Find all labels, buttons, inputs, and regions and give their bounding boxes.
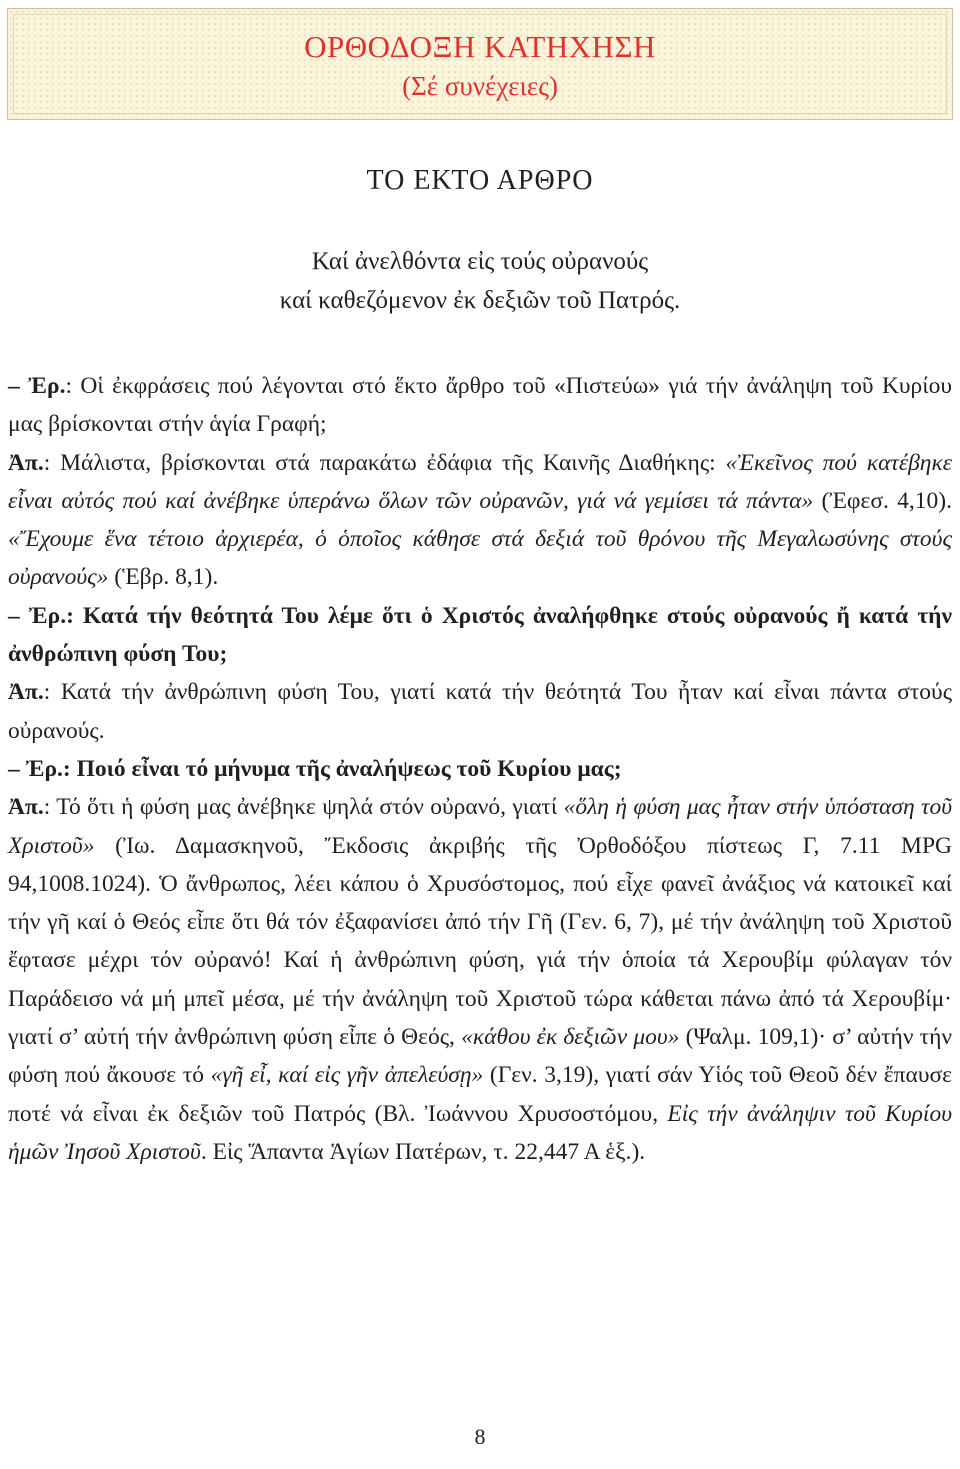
scripture-quote: «κάθου ἐκ δεξιῶν μου» bbox=[461, 1024, 680, 1051]
question-text: : Κατά τήν θεότητά Του λέμε ὅτι ὁ Χριστός ἀναλήφθηκε στούς οὐρανούς ἤ κατά τήν ἀνθρώπινη φύση Του; bbox=[8, 602, 953, 668]
article-title: ΤΟ ΕΚΤΟ ΑΡΘΡΟ bbox=[366, 165, 594, 196]
question-label: – Ἐρ. bbox=[8, 602, 67, 629]
answer-text: (Ἑβρ. 8,1). bbox=[108, 564, 219, 591]
answer-label: Ἀπ. bbox=[8, 794, 44, 821]
answer-2 bbox=[8, 673, 952, 750]
scripture-quote: «γῆ εἶ, καί εἰς γῆν ἀπελεύσῃ» bbox=[210, 1062, 484, 1089]
answer-text: . Εἰς Ἅπαντα Ἁγίων Πατέρων, τ. 22,447 Α ἑξ.). bbox=[200, 1138, 646, 1165]
header-banner bbox=[7, 8, 953, 120]
article-body bbox=[8, 367, 952, 1171]
answer-text: : Τό ὅτι ἡ φύση μας ἀνέβηκε ψηλά στόν οὐρανό, γιατί bbox=[43, 794, 564, 821]
question-2 bbox=[8, 597, 952, 674]
answer-text: (Ἐφεσ. 4,10). bbox=[813, 487, 952, 514]
question-text: : Οἱ ἐκφράσεις πού λέγονται στό ἕκτο ἄρθρο τοῦ «Πιστεύω» γιά τήν ἀνάληψη τοῦ Κυρίου μας βρίσκονται στήν ἁγία Γραφή; bbox=[8, 373, 952, 438]
question-1 bbox=[8, 367, 952, 444]
series-title: ΟΡΘΟΔΟΞΗ ΚΑΤΗΧΗΣΗ bbox=[304, 29, 656, 64]
question-label: – Ἐρ. bbox=[8, 755, 63, 782]
question-label: – Ἐρ. bbox=[8, 373, 66, 399]
question-3 bbox=[8, 750, 952, 788]
answer-3 bbox=[8, 788, 952, 1171]
page-number: 8 bbox=[474, 1424, 486, 1449]
answer-text: (Ψαλμ. 109,1)· σ’ αὐτήν τήν φύση πού ἄκουσε τό bbox=[8, 1024, 952, 1089]
answer-text: : Μάλιστα, βρίσκονται στά παρακάτω ἐδάφια τῆς Καινῆς Διαθήκης: bbox=[43, 449, 726, 476]
scripture-quote: «Ἔχουμε ἕνα τέτοιο ἀρχιερέα, ὁ ὁποῖος κάθησε στά δεξιά τοῦ θρόνου τῆς Μεγαλωσύνης στούς οὐρανούς» bbox=[8, 526, 952, 591]
work-title: Εἰς τήν ἀνάληψιν τοῦ Κυρίου ἡμῶν Ἰησοῦ Χριστοῦ bbox=[8, 1100, 952, 1165]
creed-verse-line-2: καί καθεζόμενον ἐκ δεξιῶν τοῦ Πατρός. bbox=[279, 287, 681, 314]
series-subtitle: (Σέ συνέχειες) bbox=[402, 71, 558, 101]
answer-label: Ἀπ. bbox=[8, 679, 44, 706]
scripture-quote: «ὅλη ἡ φύση μας ἦταν στήν ὑπόσταση τοῦ Χριστοῦ» bbox=[8, 794, 952, 859]
answer-text: (Γεν. 3,19), γιατί σάν Υἱός τοῦ Θεοῦ δέν ἔπαυσε ποτέ νά εἶναι ἐκ δεξιῶν τοῦ Πατρός (Βλ. Ἰωάννου Χρυσοστόμου, bbox=[8, 1062, 952, 1127]
answer-text: (Ἰω. Δαμασκηνοῦ, Ἔκδοσις ἀκριβής τῆς Ὀρθοδόξου πίστεως Γ, 7.11 MPG 94,1008.1024). Ὁ ἄνθρωπος, λέει κάπου ὁ Χρυσόστομος, πού εἶχε φανεῖ ἀνάξιος νά κατοικεῖ καί τήν γῆ καί ὁ Θεός εἶπε ὅτι θά τόν ἐξαφανίσει ἀπό τήν Γῆ (Γεν. 6, 7), μέ τήν ἀνάληψη τοῦ Χριστοῦ ἔφτασε μέχρι τόν οὐρανό! Καί ἡ ἀνθρώπινη φύση, γιά τήν ὁποία τά Χερουβίμ φύλαγαν τόν Παράδεισο νά μή μπεῖ μέσα, μέ τήν ἀνάληψη τοῦ Χριστοῦ τώρα κάθεται πάνω ἀπό τά Χερουβίμ· γιατί σ’ αὐτή τήν ἀνθρώπινη φύση εἶπε ὁ Θεός, bbox=[8, 832, 952, 1051]
question-text: : Ποιό εἶναι τό μήνυμα τῆς ἀναλήψεως τοῦ Κυρίου μας; bbox=[62, 755, 622, 782]
answer-text: : Κατά τήν ἀνθρώπινη φύση Του, γιατί κατά τήν θεότητά Του ἦταν καί εἶναι πάντα στούς οὐρανούς. bbox=[8, 679, 952, 744]
creed-verse-line-1: Καί ἀνελθόντα εἰς τούς οὐρανούς bbox=[311, 248, 649, 275]
answer-label: Ἀπ. bbox=[8, 449, 44, 476]
scripture-quote: «Ἐκεῖνος πού κατέβηκε εἶναι αὐτός πού καί ἀνέβηκε ὑπεράνω ὅλων τῶν οὐρανῶν, γιά νά γεμίσει τά πάντα» bbox=[8, 449, 953, 514]
answer-1 bbox=[8, 444, 952, 597]
